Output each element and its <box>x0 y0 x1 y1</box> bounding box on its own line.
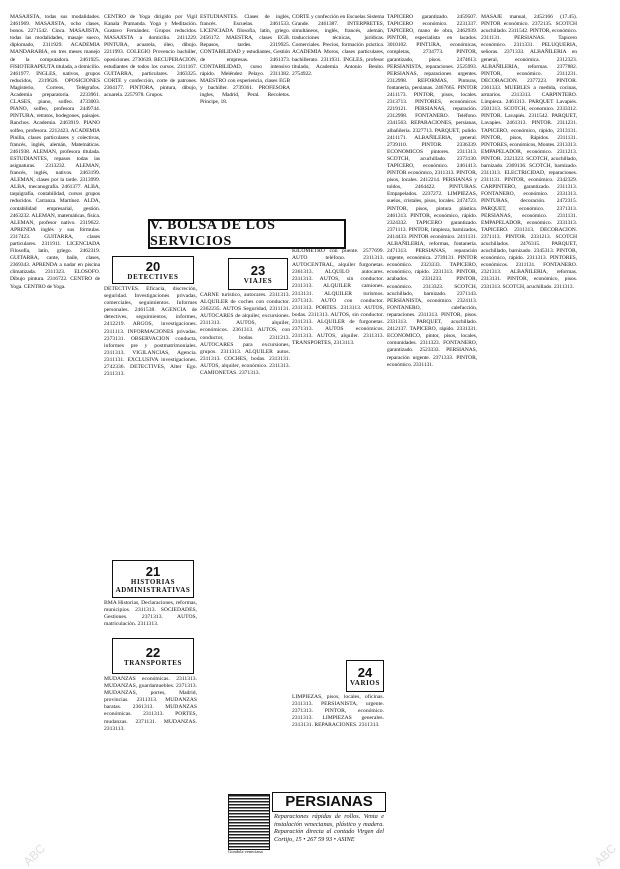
watermark-right: ABC <box>591 841 620 869</box>
section-number: 20 <box>145 258 161 274</box>
viajes-listings <box>200 292 290 788</box>
section-label: VIAJES <box>243 276 273 285</box>
detectives-listings <box>104 286 197 556</box>
section-number: 21 <box>145 563 161 579</box>
section-box-varios <box>346 660 384 692</box>
section-number: 24 <box>357 664 373 680</box>
classified-text: CENTRO de Yoga dirigido por Vigil Kanala Pramanda. Yoga y Meditación. Gustavo Fernández. Grupos reducidos. MASAJISTA a domicilio. 2411229. PINTURA, acuarela, óleo, dibujo. 2211993. COLEGIO Provencio bachiller, oposiciones. 2730639. RECUPERACION, estudiantes de todos los cursos. 2311167. GUITARRA, particulares. 2463325. CORTE y confección, corte de patrones. 2364177. PINTORA, pintura, dibujo, acuarela. 2257978. Grupos. <box>104 14 197 99</box>
persianas-advertisement <box>228 792 384 856</box>
classified-text: CARNE turístico, autocares. 2311313. ALQUILER de coches con conductor. 2362235. AUTOS Seguridad, 2311131. AUTOCARES de alquiler, excursiones. 2311313. AUTOS, alquiler, económicos. 2361313. AUTOS, con conductor, bodas. 2311213. AUTOCARES para excursiones, grupos. 2311313. ALQUILER autos. 2311313. COCHES, bodas. 2313131. AUTOS, alquiler, económico. 2311313. CAMIONETAS. 2371313. <box>200 292 290 377</box>
column-4 <box>292 14 384 220</box>
section-number: 22 <box>145 644 161 660</box>
section-box-viajes <box>228 258 288 290</box>
classified-text: MASAJE manual, 2452166 (17.45). PINTOR económico. 2372135. SCOTCH acuchillado. 2311542. PINTOR, económico. 2311131. PERSIANAS. Tapicero económico. 2311331. PELUQUERIA, señoras. 2371333. ALBAÑILERIA en general, económica. 2312323. ALBAÑILERIA, reformas. 2377882. PINTOR, económico. 2311231. DECORACION. 2377223. PINTOR. 2361333. MUEBLES a medida, cocinas, armarios. 2313313. CARPINTERO. Limpieza. 2461313. PARQUET Lavapiés. 2501313. SCOTCH, economico. 2333312. PINTOR. Lavapiés. 2311542. PARQUET, Lavapies. 2461313. PINTOR. 2311231. TAPICERO, económico, rápido, 2313131. PINTOR, pisos, Rápidos. 2311131. PINTORES, económicos, Montes. 2313313. EMPAPELADOR, económico. 2311213. PINTOR. 2321323. SCOTCH, acuchillado, barnizado. 2369136. SCOTCH, barnizado. 2311313. ELECTRICIDAD, reparaciones. 2311131. PINTOR, económico. 2342329. CARPINTERO, garantizado. 2311313. FONTANERO, económico. 2331313. PINTURAS, decoración. 2472315. PARQUET, económico. 2371313. PERSIANAS, económico. 2311131. EMPAPELADOR, económico. 2331313. TAPICERO. 2311313. DECORACION. 2371113. PINTOR. 2331213. SCOTCH acuchillados. 2476315. PARQUET, acuchillado, barnizado. 2345313. PINTOR, económico, rápido. 2311313. PINTORES, económicos. 2311131. FONTANERO. 2321313. ALBAÑILERIA, reformas. 2313131. PINTOR, económico, pisos. 2331313. SCOTCH, acuchillado. 2311313. <box>481 14 577 290</box>
varios-upper-listings <box>292 248 384 656</box>
section-box-historias <box>112 560 194 598</box>
section-box-detectives <box>112 256 194 284</box>
column-5 <box>387 14 477 854</box>
section-heading: V. BOLSA DE LOS SERVICIOS <box>148 219 346 249</box>
classified-text: TAPICERO garantizado. 2459507. TAPICERO económico. 2231337. TAPICERO, mano de obra, 2462939. PINTOR, especialista en lacados. 3010102. PINTURA, económicas, completas, 2734773. PINTOR, garantizado, pisos. 2474613. PERSIANISTA, reparaciones. 2525993. PERSIANAS, reparaciones urgentes. 2312998. REFORMAS, Pinturas, fontanería, persianas. 2467665. PINTOR 2411173. PINTOR, pisos, locales. 2313713. PINTORES, económicos. 2219121. PERSIANAS, reparación. 2312998. FONTANERO. Teléfono. 2341563. REPARACIONES, persianas, albañilería. 2327713. PARQUET, pulido. 2411171. ALBAÑILERIA, general. 2739110. PINTOR. 2336339. ECONOMICOS pintores. 2311313. SCOTCH, acuchillado. 2373130. TAPICERO, económico. 2461413. PINTOR económico, 2311313. PINTOR, pisos, locales. 2412214. PERSIANAS y toldos, 2464422. PINTURAS. Empapelados. 2237272. LIMPIEZAS, suelos, cristales, pisos, locales. 2474723. PINTOR, pisos, pintura plástica. 2461313. PINTOR, económico, rápido. 2324332. TAPICERO garantizado. 2371113. PINTOR, limpieza, barnizados, 2414433. PINTOR económico. 2411131. ALBAÑILERIA, reformas, fontanería. 2471313. PERSIANAS, reparación urgente, económica. 2739131. PINTOR económico. 2323333. TAPICERO, económico, rápido. 2231313. PINTOR, acabados. 2331233. PINTOR, económico. 2313323. SCOTCH, acuchillado, barnizado. 2371143. PERSIANISTA, económico. 2324113. FONTANERO, calefacción, reparaciones. 2311313. PINTOR, pisos. 2331313. PARQUET, acuchillado. 2412137. TAPICERO, rápido. 2331331. ECONOMICO, pintor, pisos, locales, comunidades. 2311323. FONTANERO, garantizado. 2523333. PERSIANAS, reparación urgente. 2371333. PINTOR, económico. 2331131. <box>387 14 477 368</box>
varios-listings <box>292 694 384 788</box>
section-label: HISTORIAS ADMINISTRATIVAS <box>115 577 191 594</box>
venetian-blind-icon <box>228 794 270 850</box>
classified-text: MASAJISTA, todas sus modalidades. 2461969. MASAJISTA, ocho clases, bonos. 2271542. Cinca. MASAJISTA, todas las modalidades, masaje sueco, diplomado, 2311929. ACADEMIA MANDARABIA, en tres meses manejo de la computadora. 2461925. FISIOTERAPEUTA titulada, a domicilio. 2461977. INGLES, nativos, grupos reducidos, 2319626. OPOSICIONES Magisterio, Correos, Telégrafos. Academia preparatoria. 2233961. CLASES, piano, solfeo. 4733003. PIANO, solfeo, profesora 2449744. PINTURA, retratos, bodegones, paisajes. Ranchos. Academia. 2463919. PIANO solfeo, profesora. 2212423. ACADEMIA Pinilla, clases particulares y colectivas, francés, inglés, alemán, Matemáticas. 2461938. ALEMAN, profesora titulada. ESTUDIANTES, repasos todas las asignaturas. 2313232. ALEMAN, francés, inglés, nativos. 2463199. ALEMAN, clases por la tarde. 2313999. ALBA, mecanografía. 2461377. ALBA, taquigrafía, contabilidad, cursos grupos reducidos. Carranza. Martínez. ALDA, contabilidad empresarial, gestión. 2463232. ALEMAN, matemáticas, física. ALEMAN, profesor nativo. 2319622. APRENDA inglés y sus fórmulas. 2317423. GUITARRA, clases particulares. 2311911. LICENCIADA Filosofía, latín, griego. 2462319. GUITARRA, cante, baile, clases, 2369343. APRENDA a nadar en piscina climatizada. 2311323. ELOSOFO. Dibujo pintura. 2316722. CENTRO de Yoga. CENTRO de Yoga. <box>10 14 100 290</box>
column-3 <box>200 14 290 220</box>
classified-text: KILOMETRO con puente. 2577699. AUTO teléfono. 2311313. AUTOCENTRAL, alquiler furgonetas. 2361313. ALQUILO autocares. 2311313. AUTOS, sin conductor. 2311313. ALQUILER camiones. 2313131. ALQUILER turismos. 2371313. AUTO con conductor. 2311313. PORTES. 2313113. AUTOS, bodas. 2311313. AUTOS, sin conductor. 2311313. ALQUILER de furgonetas. 2371313. AUTOS económicos. 2311313. AUTOS, alquiler. 2311313. TRANSPORTES, 2313113. <box>292 248 384 347</box>
section-number: 23 <box>250 262 266 278</box>
section-label: DETECTIVES <box>127 272 179 281</box>
ad-body: Reparaciones rápidas de rollos. Venta e instalación venecianas, plástico y madera. Reparación directa al contado Virgen del Cortijo, 15 • 267 59 93 • ASINE <box>274 813 384 843</box>
historias-listings <box>104 600 197 634</box>
classified-text: MUDANZAS económicas. 2311313. MUDANZAS, guardamuebles. 2371313. MUDANZAS, portes, Madrid, provincias. 2311313. MUDANZAS baratas. 2361313. MUDANZAS económicas. 2311313. PORTES, mudanzas. 2371131. MUDANZAS. 2313113. <box>104 676 197 732</box>
ad-caption: Gondola veneciana <box>228 849 263 854</box>
section-label: VARIOS <box>350 678 380 687</box>
column-6 <box>481 14 577 854</box>
column-2 <box>104 14 197 220</box>
classified-text: LIMPIEZAS, pisos, locales, oficinas. 2311313. PERSIANISTA, urgente. 2371313. PINTOR, económico. 2311313. LIMPIEZAS generales. 2313131. REPARACIONES. 2311313. <box>292 694 384 729</box>
ad-title: PERSIANAS <box>272 792 386 812</box>
watermark-left: ABC <box>20 841 49 869</box>
classified-text: CORTE y confección en Escuelas Sistema Grande. 2461387. INTERPRETES, simultáneos, inglés, francés, alemán, traducciones técnicas, jurídicas. Comerciales. Precios, formación práctica. ACADEMIA Moros, clases particulares, bachillerato. 2311931. INGLES, profesor titulado, Academia Antonio Benito. 2754922. <box>292 14 384 77</box>
classified-text: ESTUDIANTES. Clases de inglés, francés. Escuelas. 2461533. LICENCIADA filosofía, latín, griego. 2456172. MAESTRA, clases EGB. Repasos, tardes. 2319925. CONTABILIDAD y estudiantes, Gestión de empresas. 2461373. CONTABILIDAD, curso intensivo rápido. Meléndez Pelayo. 2311382. MAESTRO con experiencia, clases EGB y bachiller. 2739361. PROFESORA ingles, Madrid, Peral. Recoletos. Principe, 18. <box>200 14 290 106</box>
classified-text: DETECTIVES. Eficacia, discreción, seguridad. Investigaciones privadas, comerciales, seguimientos. Informes personales. 2461538. AGENCIA de detectives, seguimientos, informes, 2412219. ARGOS, investigaciones. 2311113. INFORMACIONES privadas. 2373131. OBSERVACION conducta, informes pre y postmatrimoniales. 2311313. VIGILANCIAS, Agencia. 2311131. EXCLUSIVA investigaciones. 2742336. DETECTIVES, Alter Ego. 2311313. <box>104 286 197 378</box>
column-1 <box>10 14 100 854</box>
classified-text: BMA Historias, Declaraciones, reformas, municipios. 2311313. SOCIEDADES, Gestiones. 2371313. AUTOS, matriculación. 2311313. <box>104 600 197 628</box>
section-box-transportes <box>112 638 194 674</box>
section-label: TRANSPORTES <box>123 658 183 667</box>
transportes-listings <box>104 676 197 856</box>
